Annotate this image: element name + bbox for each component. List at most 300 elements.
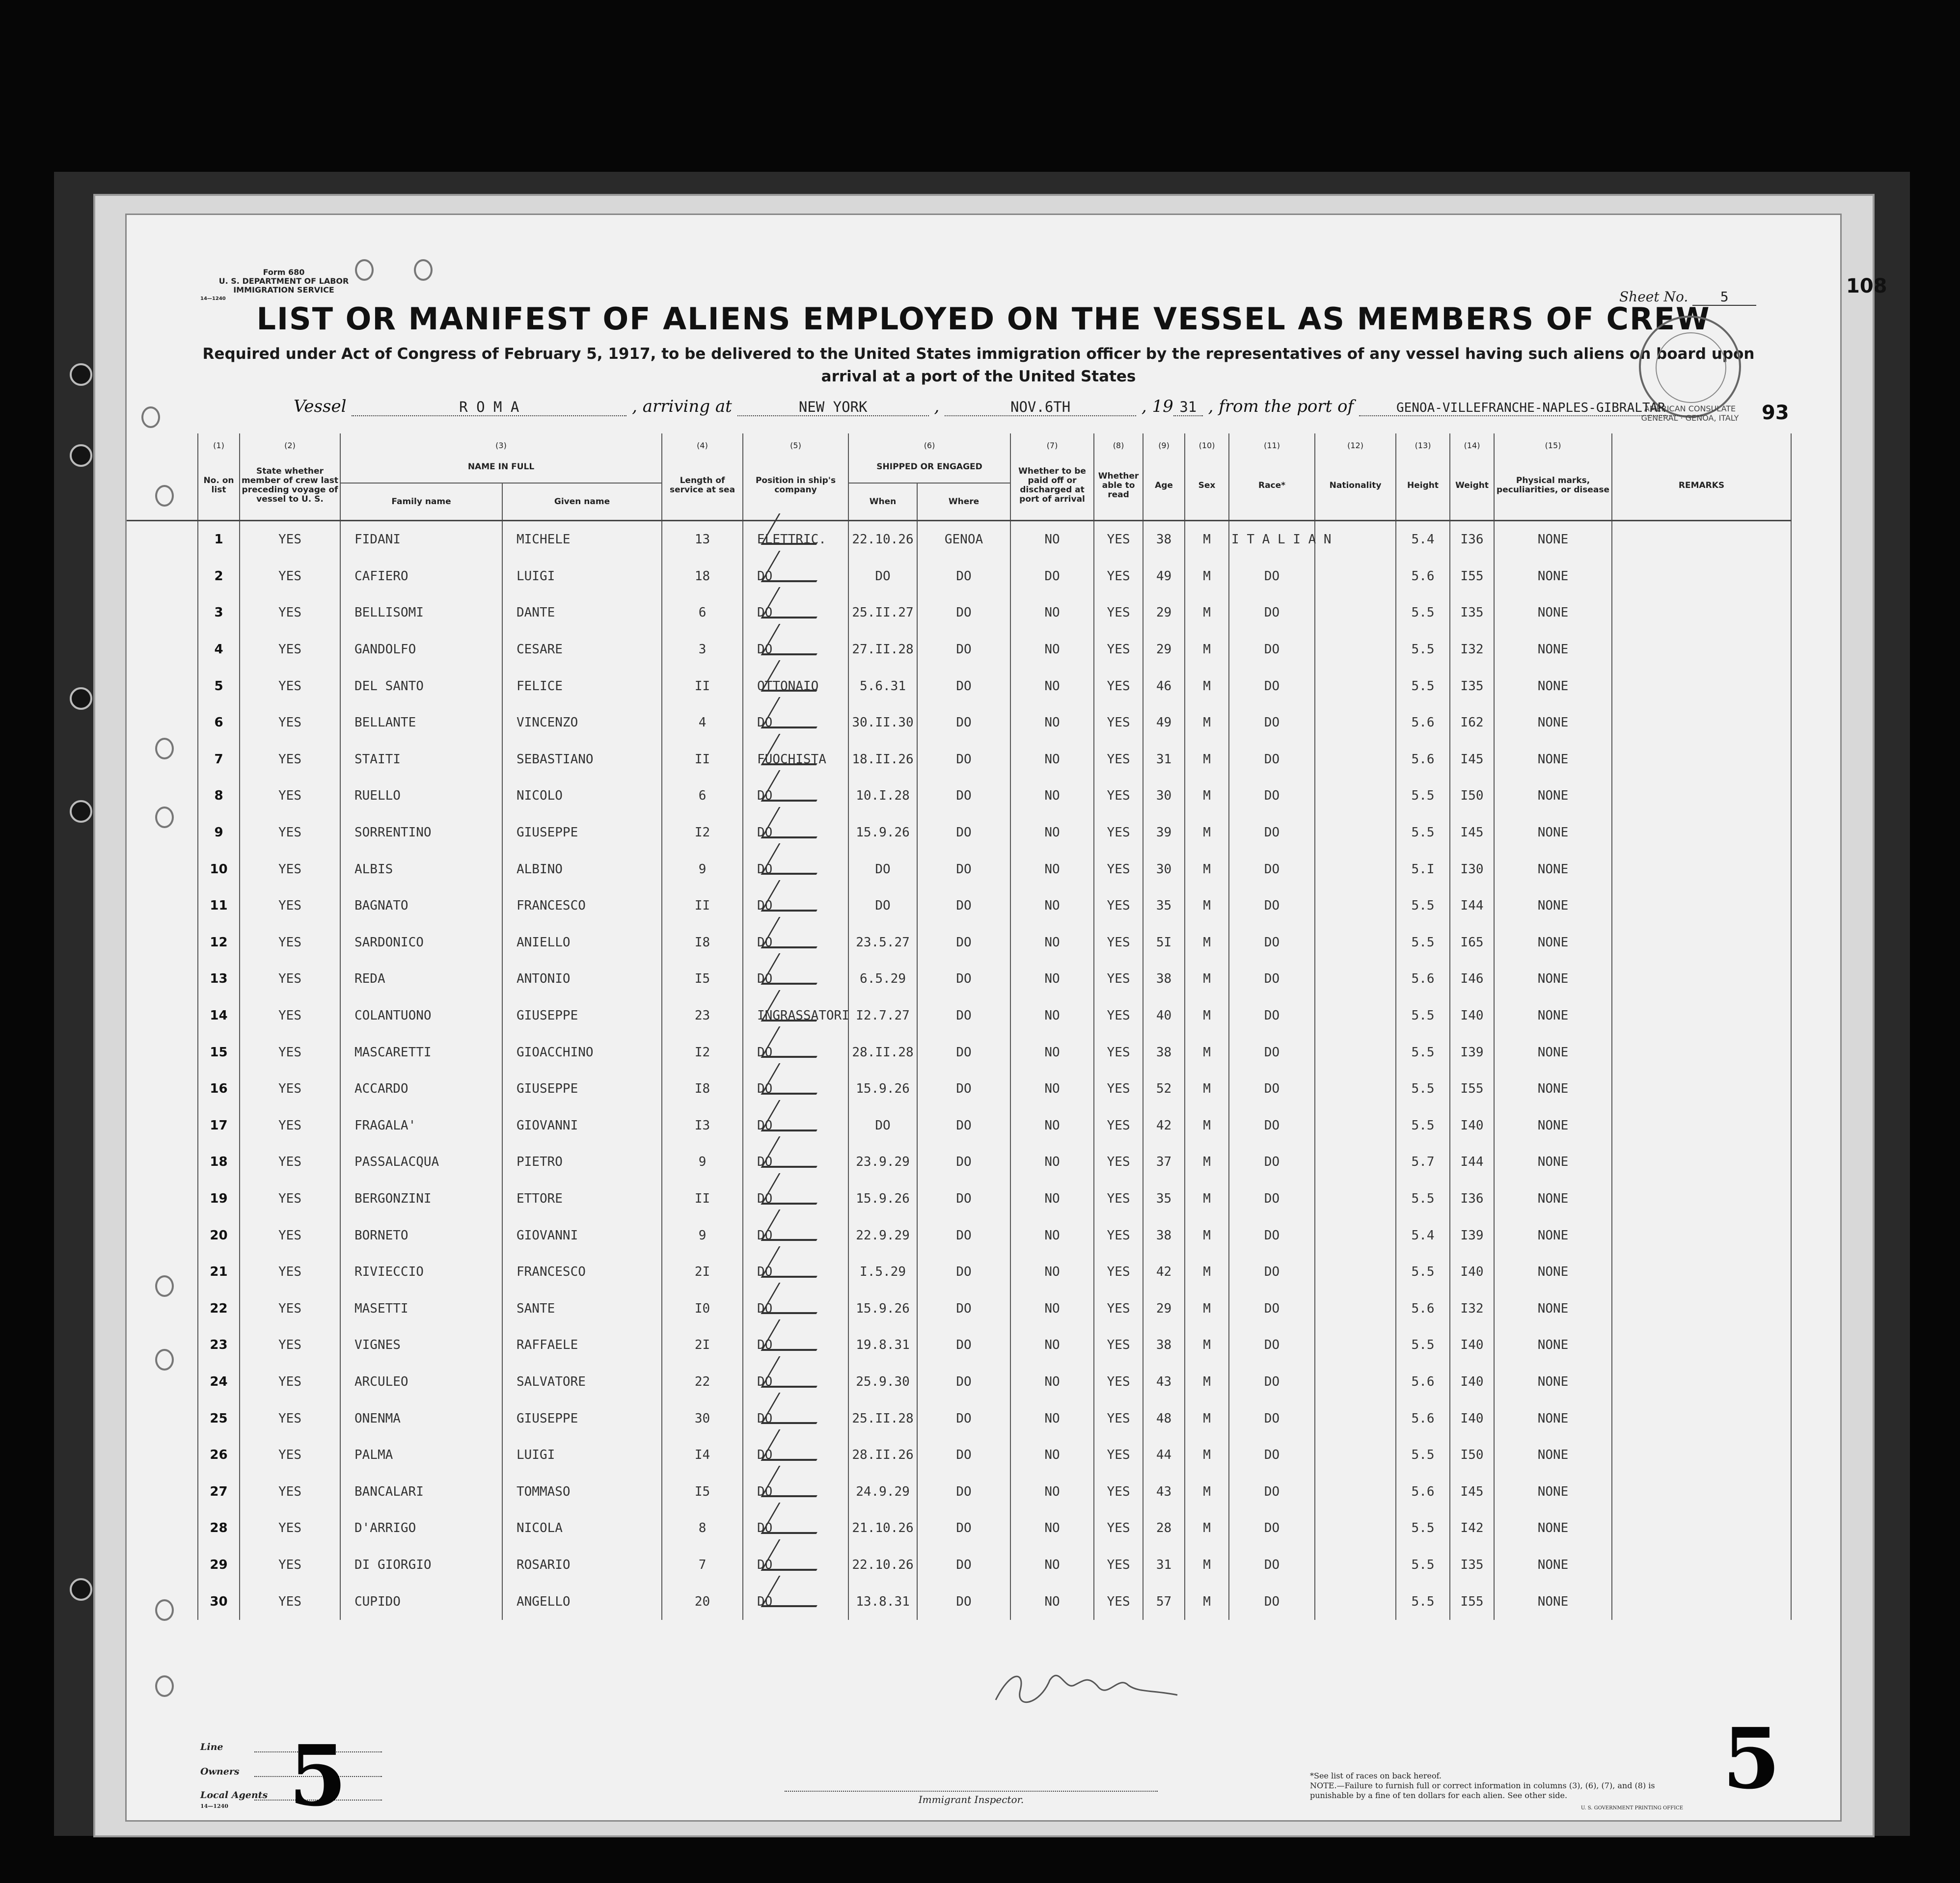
header-when: When [848, 483, 917, 521]
cell-row-number: 12 [198, 924, 240, 961]
cell-physical-marks: NONE [1494, 594, 1612, 631]
cell-length-service: 6 [662, 594, 743, 631]
cell-shipped-where: DO [917, 1217, 1010, 1254]
cell-shipped-where: DO [917, 778, 1010, 814]
cell-race: DO [1229, 1364, 1315, 1400]
table-row [127, 1144, 1791, 1181]
cell-position: DO [743, 1107, 848, 1144]
col-num-9: (9) [1143, 433, 1185, 451]
cell-sex: M [1185, 558, 1229, 595]
arriving-label: , arriving at [632, 397, 732, 416]
cell-age: 28 [1143, 1510, 1185, 1547]
cell-given-name: TOMMASO [502, 1473, 662, 1510]
header-remarks: REMARKS [1612, 451, 1791, 521]
cell-physical-marks: NONE [1494, 814, 1612, 851]
cell-weight: I40 [1450, 1364, 1494, 1400]
cell-weight: I55 [1450, 1071, 1494, 1107]
cell-physical-marks: NONE [1494, 1290, 1612, 1327]
col-num-8: (8) [1094, 433, 1143, 451]
cell-sex: M [1185, 814, 1229, 851]
cell-position: DO [743, 558, 848, 595]
cell-age: 29 [1143, 631, 1185, 668]
cell-remarks [1612, 1510, 1791, 1547]
cell-position: FUOCHISTA [743, 741, 848, 778]
cell-length-service: I0 [662, 1290, 743, 1327]
cell-given-name: ANIELLO [502, 924, 662, 961]
cell-sex: M [1185, 1290, 1229, 1327]
cell-weight: I40 [1450, 997, 1494, 1034]
cell-paid-off: NO [1010, 1034, 1094, 1071]
cell-paid-off: NO [1010, 1437, 1094, 1474]
cell-prev-voyage: YES [240, 631, 340, 668]
cell-height: 5.5 [1396, 1583, 1450, 1620]
cell-sex: M [1185, 1034, 1229, 1071]
cell-weight: I55 [1450, 558, 1494, 595]
cell-race: DO [1229, 1107, 1315, 1144]
cell-race: DO [1229, 851, 1315, 888]
cell-row-number: 14 [198, 997, 240, 1034]
cell-prev-voyage: YES [240, 1071, 340, 1107]
cell-prev-voyage: YES [240, 1510, 340, 1547]
cell-nationality [1315, 997, 1396, 1034]
cell-family-name: CAFIERO [340, 558, 502, 595]
cell-given-name: PIETRO [502, 1144, 662, 1181]
cell-age: 49 [1143, 558, 1185, 595]
cell-race: DO [1229, 1034, 1315, 1071]
row-margin [127, 1254, 198, 1291]
cell-sex: M [1185, 1364, 1229, 1400]
cell-weight: I35 [1450, 668, 1494, 704]
cell-family-name: COLANTUONO [340, 997, 502, 1034]
col-num-14: (14) [1450, 433, 1494, 451]
cell-nationality [1315, 1290, 1396, 1327]
cell-weight: I35 [1450, 1547, 1494, 1584]
cell-physical-marks: NONE [1494, 704, 1612, 741]
cell-weight: I32 [1450, 631, 1494, 668]
cell-physical-marks: NONE [1494, 778, 1612, 814]
cell-position: DO [743, 778, 848, 814]
cell-nationality [1315, 1034, 1396, 1071]
cell-length-service: 8 [662, 1510, 743, 1547]
form-reference [200, 268, 367, 303]
cell-row-number: 13 [198, 961, 240, 997]
cell-nationality [1315, 1071, 1396, 1107]
cell-race: DO [1229, 704, 1315, 741]
cell-given-name: MICHELE [502, 521, 662, 558]
cell-row-number: 3 [198, 594, 240, 631]
cell-able-read: YES [1094, 1510, 1143, 1547]
cell-given-name: VINCENZO [502, 704, 662, 741]
cell-remarks [1612, 961, 1791, 997]
cell-sex: M [1185, 1473, 1229, 1510]
cell-physical-marks: NONE [1494, 1364, 1612, 1400]
cell-nationality [1315, 704, 1396, 741]
cell-position: OTTONAIO [743, 668, 848, 704]
cell-remarks [1612, 1583, 1791, 1620]
cell-shipped-when: 28.II.28 [848, 1034, 917, 1071]
cell-height: 5.6 [1396, 961, 1450, 997]
footer-owners-label: Owners [200, 1766, 240, 1777]
row-margin [127, 1290, 198, 1327]
cell-given-name: SALVATORE [502, 1364, 662, 1400]
cell-age: 57 [1143, 1583, 1185, 1620]
cell-length-service: 2I [662, 1254, 743, 1291]
cell-age: 35 [1143, 1181, 1185, 1217]
cell-prev-voyage: YES [240, 1254, 340, 1291]
cell-race: DO [1229, 1290, 1315, 1327]
cell-paid-off: NO [1010, 704, 1094, 741]
table-row [127, 558, 1791, 595]
cell-able-read: YES [1094, 961, 1143, 997]
cell-physical-marks: NONE [1494, 997, 1612, 1034]
cell-height: 5.5 [1396, 1107, 1450, 1144]
row-margin [127, 521, 198, 558]
cell-weight: I44 [1450, 1144, 1494, 1181]
cell-nationality [1315, 1583, 1396, 1620]
cell-nationality [1315, 558, 1396, 595]
cell-row-number: 6 [198, 704, 240, 741]
cell-prev-voyage: YES [240, 1144, 340, 1181]
cell-age: 31 [1143, 741, 1185, 778]
cell-age: 42 [1143, 1254, 1185, 1291]
cell-age: 38 [1143, 1217, 1185, 1254]
inspector-signature-icon [991, 1661, 1182, 1710]
cell-height: 5.5 [1396, 1181, 1450, 1217]
cell-nationality [1315, 778, 1396, 814]
cell-position: DO [743, 1181, 848, 1217]
row-margin [127, 1034, 198, 1071]
cell-shipped-where: DO [917, 594, 1010, 631]
printer-mark: U. S. GOVERNMENT PRINTING OFFICE [1580, 1805, 1683, 1811]
cell-paid-off: NO [1010, 1144, 1094, 1181]
cell-position: DO [743, 1034, 848, 1071]
cell-given-name: CESARE [502, 631, 662, 668]
cell-sex: M [1185, 1107, 1229, 1144]
cell-able-read: YES [1094, 1364, 1143, 1400]
cell-shipped-when: 13.8.31 [848, 1583, 917, 1620]
cell-family-name: PALMA [340, 1437, 502, 1474]
cell-prev-voyage: YES [240, 888, 340, 924]
cell-row-number: 7 [198, 741, 240, 778]
table-row [127, 1181, 1791, 1217]
cell-prev-voyage: YES [240, 1217, 340, 1254]
cell-nationality [1315, 1473, 1396, 1510]
col-num-4: (4) [662, 433, 743, 451]
cell-position: DO [743, 1510, 848, 1547]
cell-shipped-where: DO [917, 888, 1010, 924]
cell-shipped-where: DO [917, 631, 1010, 668]
cell-given-name: ROSARIO [502, 1547, 662, 1584]
cell-sex: M [1185, 594, 1229, 631]
cell-prev-voyage: YES [240, 1107, 340, 1144]
cell-prev-voyage: YES [240, 961, 340, 997]
page-number: 108 [1846, 275, 1887, 297]
cell-nationality [1315, 924, 1396, 961]
cell-height: 5.6 [1396, 1364, 1450, 1400]
cell-family-name: BELLANTE [340, 704, 502, 741]
cell-physical-marks: NONE [1494, 961, 1612, 997]
cell-race: DO [1229, 631, 1315, 668]
header-able-read: Whether able to read [1094, 451, 1143, 521]
cell-family-name: DEL SANTO [340, 668, 502, 704]
cell-race: DO [1229, 1400, 1315, 1437]
cell-sex: M [1185, 741, 1229, 778]
header-age: Age [1143, 451, 1185, 521]
cell-family-name: ARCULEO [340, 1364, 502, 1400]
table-row [127, 741, 1791, 778]
cell-sex: M [1185, 1217, 1229, 1254]
table-row [127, 1364, 1791, 1400]
cell-age: 5I [1143, 924, 1185, 961]
cell-race: DO [1229, 594, 1315, 631]
cell-sex: M [1185, 924, 1229, 961]
cell-able-read: YES [1094, 704, 1143, 741]
col-num-2: (2) [240, 433, 340, 451]
cell-height: 5.5 [1396, 1547, 1450, 1584]
cell-nationality [1315, 851, 1396, 888]
cell-shipped-where: DO [917, 924, 1010, 961]
cell-weight: I39 [1450, 1034, 1494, 1071]
cell-family-name: BORNETO [340, 1217, 502, 1254]
cell-weight: I39 [1450, 1217, 1494, 1254]
row-margin [127, 1217, 198, 1254]
cell-age: 38 [1143, 1034, 1185, 1071]
cell-given-name: GIUSEPPE [502, 997, 662, 1034]
header-family-name: Family name [340, 483, 502, 521]
cell-row-number: 18 [198, 1144, 240, 1181]
cell-prev-voyage: YES [240, 1473, 340, 1510]
cell-weight: I45 [1450, 814, 1494, 851]
cell-height: 5.5 [1396, 1254, 1450, 1291]
cell-sex: M [1185, 1437, 1229, 1474]
cell-position: ELETTRIC. [743, 521, 848, 558]
cell-able-read: YES [1094, 1181, 1143, 1217]
cell-physical-marks: NONE [1494, 668, 1612, 704]
cell-shipped-where: GENOA [917, 521, 1010, 558]
large-sheet-number-right: 5 [1722, 1710, 1781, 1808]
cell-prev-voyage: YES [240, 1400, 340, 1437]
header-paid-off: Whether to be paid off or discharged at port of arrival [1010, 451, 1094, 521]
cell-able-read: YES [1094, 1290, 1143, 1327]
cell-physical-marks: NONE [1494, 1034, 1612, 1071]
cell-physical-marks: NONE [1494, 631, 1612, 668]
table-row [127, 1510, 1791, 1547]
note-races: *See list of races on back hereof. [1310, 1771, 1442, 1780]
cell-given-name: GIOACCHINO [502, 1034, 662, 1071]
table-row [127, 1437, 1791, 1474]
cell-prev-voyage: YES [240, 778, 340, 814]
cell-height: 5.6 [1396, 741, 1450, 778]
row-margin [127, 1547, 198, 1584]
cell-shipped-where: DO [917, 704, 1010, 741]
cell-family-name: ONENMA [340, 1400, 502, 1437]
cell-height: 5.4 [1396, 1217, 1450, 1254]
cell-prev-voyage: YES [240, 704, 340, 741]
col-num-3: (3) [340, 433, 662, 451]
cell-position: DO [743, 888, 848, 924]
cell-sex: M [1185, 1547, 1229, 1584]
vessel-name: R O M A [352, 399, 626, 416]
cell-family-name: ALBIS [340, 851, 502, 888]
cell-remarks [1612, 924, 1791, 961]
cell-family-name: RUELLO [340, 778, 502, 814]
cell-shipped-when: 15.9.26 [848, 1181, 917, 1217]
row-margin [127, 997, 198, 1034]
cell-remarks [1612, 1364, 1791, 1400]
row-margin [127, 888, 198, 924]
cell-able-read: YES [1094, 1437, 1143, 1474]
cell-prev-voyage: YES [240, 1583, 340, 1620]
cell-shipped-when: 25.II.28 [848, 1400, 917, 1437]
cell-weight: I42 [1450, 1510, 1494, 1547]
form-service: IMMIGRATION SERVICE [233, 285, 334, 295]
cell-row-number: 17 [198, 1107, 240, 1144]
cell-race: DO [1229, 814, 1315, 851]
header-length-service: Length of service at sea [662, 451, 743, 521]
cell-remarks [1612, 1181, 1791, 1217]
cell-race: DO [1229, 1510, 1315, 1547]
cell-shipped-when: I.5.29 [848, 1254, 917, 1291]
cell-height: 5.5 [1396, 997, 1450, 1034]
cell-sex: M [1185, 1254, 1229, 1291]
cell-remarks [1612, 1071, 1791, 1107]
cell-family-name: BANCALARI [340, 1473, 502, 1510]
col-num-10: (10) [1185, 433, 1229, 451]
header-where: Where [917, 483, 1010, 521]
cell-shipped-when: 18.II.26 [848, 741, 917, 778]
cell-race: DO [1229, 741, 1315, 778]
cell-prev-voyage: YES [240, 1327, 340, 1364]
cell-length-service: 4 [662, 704, 743, 741]
cell-nationality [1315, 1510, 1396, 1547]
cell-race: DO [1229, 1071, 1315, 1107]
form-department: U. S. DEPARTMENT OF LABOR [218, 276, 349, 286]
cell-race: DO [1229, 1583, 1315, 1620]
cell-family-name: BELLISOMI [340, 594, 502, 631]
cell-prev-voyage: YES [240, 594, 340, 631]
cell-physical-marks: NONE [1494, 558, 1612, 595]
arrival-port: NEW YORK [737, 399, 929, 416]
punch-hole-icon [70, 687, 92, 710]
cell-able-read: YES [1094, 1583, 1143, 1620]
cell-nationality [1315, 1254, 1396, 1291]
table-row [127, 1034, 1791, 1071]
table-row [127, 814, 1791, 851]
cell-family-name: BERGONZINI [340, 1181, 502, 1217]
cell-position: DO [743, 1437, 848, 1474]
header-shipped-engaged: SHIPPED OR ENGAGED [848, 451, 1010, 483]
cell-able-read: YES [1094, 1327, 1143, 1364]
cell-able-read: YES [1094, 631, 1143, 668]
cell-nationality [1315, 1181, 1396, 1217]
cell-age: 49 [1143, 704, 1185, 741]
cell-family-name: MASETTI [340, 1290, 502, 1327]
cell-shipped-where: DO [917, 1290, 1010, 1327]
cell-remarks [1612, 1034, 1791, 1071]
seal-text: AMERICAN CONSULATE GENERAL · GENOA, ITALY [1641, 404, 1739, 423]
cell-given-name: GIOVANNI [502, 1217, 662, 1254]
col-num-12: (12) [1315, 433, 1396, 451]
cell-remarks [1612, 1217, 1791, 1254]
cell-given-name: ANTONIO [502, 961, 662, 997]
cell-family-name: BAGNATO [340, 888, 502, 924]
cell-family-name: CUPIDO [340, 1583, 502, 1620]
cell-row-number: 2 [198, 558, 240, 595]
cell-position: DO [743, 1071, 848, 1107]
cell-paid-off: DO [1010, 558, 1094, 595]
cell-race: DO [1229, 997, 1315, 1034]
cell-paid-off: NO [1010, 1071, 1094, 1107]
col-num-5: (5) [743, 433, 848, 451]
cell-physical-marks: NONE [1494, 1217, 1612, 1254]
cell-physical-marks: NONE [1494, 1547, 1612, 1584]
cell-paid-off: NO [1010, 961, 1094, 997]
cell-remarks [1612, 1437, 1791, 1474]
cell-paid-off: NO [1010, 1547, 1094, 1584]
col-num-6: (6) [848, 433, 1010, 451]
cell-row-number: 28 [198, 1510, 240, 1547]
cell-paid-off: NO [1010, 851, 1094, 888]
cell-height: 5.5 [1396, 1437, 1450, 1474]
year-suffix: 31 [1173, 399, 1203, 416]
row-margin [127, 778, 198, 814]
cell-weight: I40 [1450, 1327, 1494, 1364]
cell-length-service: 2I [662, 1327, 743, 1364]
cell-weight: I30 [1450, 851, 1494, 888]
cell-position: DO [743, 1547, 848, 1584]
row-margin [127, 704, 198, 741]
cell-sex: M [1185, 1071, 1229, 1107]
cell-shipped-when: 25.9.30 [848, 1364, 917, 1400]
page-title: LIST OR MANIFEST OF ALIENS EMPLOYED ON THE VESSEL AS MEMBERS OF CREW [256, 301, 1711, 337]
row-margin [127, 741, 198, 778]
cell-height: 5.7 [1396, 1144, 1450, 1181]
cell-remarks [1612, 814, 1791, 851]
cell-nationality [1315, 1547, 1396, 1584]
footer-agents-label: Local Agents [200, 1790, 268, 1801]
manifest-sheet [125, 214, 1842, 1825]
cell-prev-voyage: YES [240, 1364, 340, 1400]
cell-sex: M [1185, 1327, 1229, 1364]
year-prefix: 19 [1152, 397, 1173, 416]
cell-weight: I36 [1450, 521, 1494, 558]
cell-position: DO [743, 1217, 848, 1254]
cell-shipped-where: DO [917, 668, 1010, 704]
cell-sex: M [1185, 888, 1229, 924]
cell-race: DO [1229, 1547, 1315, 1584]
cell-shipped-when: 21.10.26 [848, 1510, 917, 1547]
cell-shipped-where: DO [917, 851, 1010, 888]
cell-given-name: GIUSEPPE [502, 1071, 662, 1107]
cell-height: 5.5 [1396, 778, 1450, 814]
cell-row-number: 20 [198, 1217, 240, 1254]
cell-given-name: NICOLO [502, 778, 662, 814]
table-row [127, 1217, 1791, 1254]
cell-race: DO [1229, 1473, 1315, 1510]
table-row [127, 851, 1791, 888]
cell-length-service: I4 [662, 1437, 743, 1474]
cell-shipped-where: DO [917, 1400, 1010, 1437]
cell-race: DO [1229, 668, 1315, 704]
cell-height: 5.5 [1396, 1510, 1450, 1547]
cell-age: 35 [1143, 888, 1185, 924]
cell-sex: M [1185, 1400, 1229, 1437]
cell-physical-marks: NONE [1494, 1254, 1612, 1291]
punch-hole-icon [70, 1578, 92, 1601]
table-row [127, 1071, 1791, 1107]
table-row [127, 594, 1791, 631]
cell-able-read: YES [1094, 1144, 1143, 1181]
